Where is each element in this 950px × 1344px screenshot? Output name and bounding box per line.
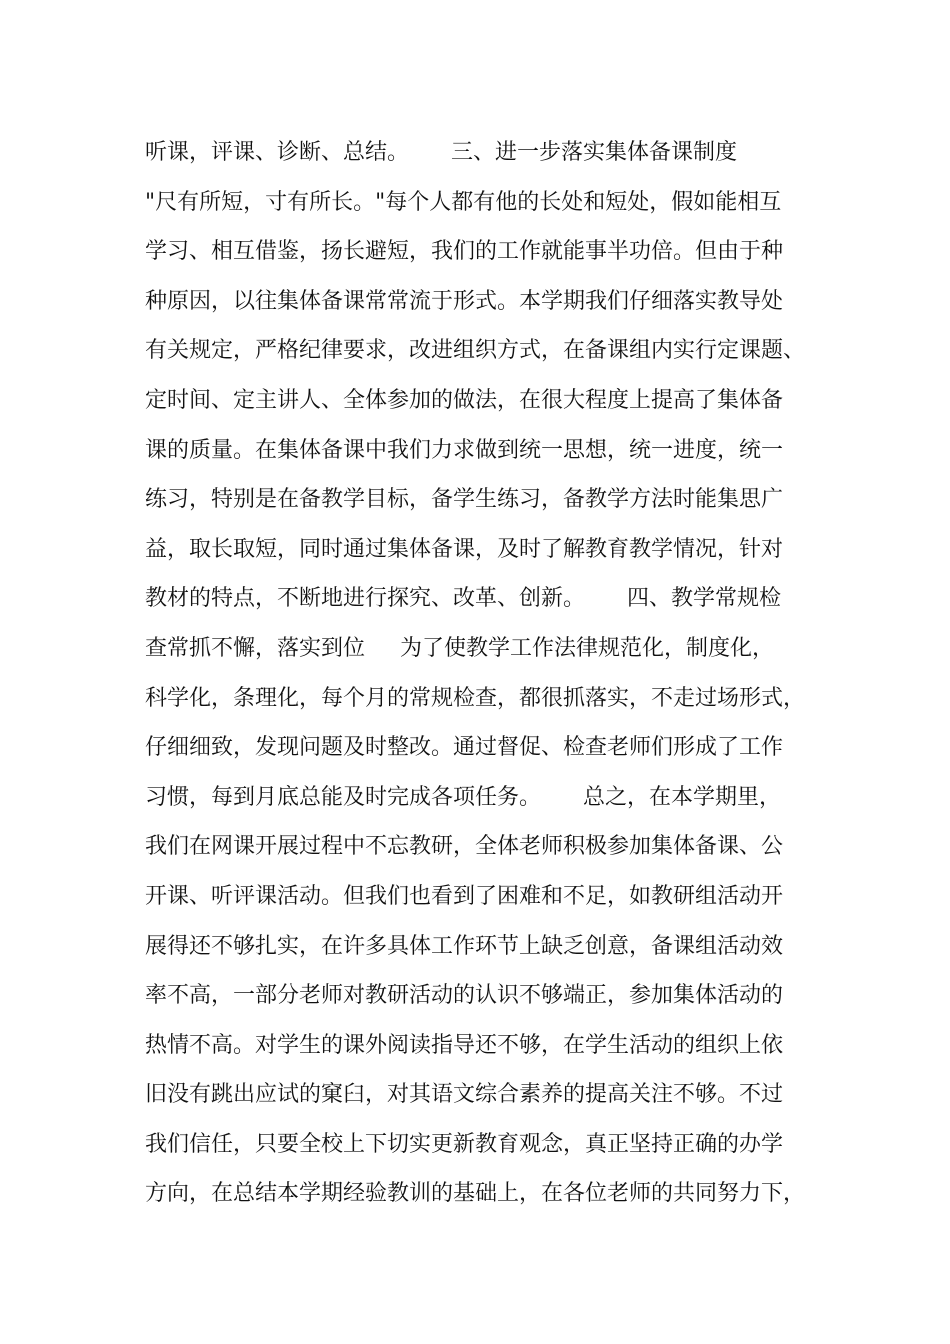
text-line: 教材的特点，不断地进行探究、改革、创新。 四、教学常规检 (145, 586, 781, 612)
text-line: 种原因，以往集体备课常常流于形式。本学期我们仔细落实教导处 (145, 288, 784, 314)
text-line: "尺有所短，寸有所长。"每个人都有他的长处和短处，假如能相互 (145, 189, 782, 215)
text-line: 方向，在总结本学期经验教训的基础上，在各位老师的共同努力下， (145, 1181, 806, 1207)
text-line: 习惯，每到月底总能及时完成各项任务。 总之，在本学期里， (145, 784, 781, 810)
text-line: 益，取长取短，同时通过集体备课，及时了解教育教学情况，针对 (145, 536, 784, 562)
body-text (145, 128, 825, 1219)
text-line: 学习、相互借鉴，扬长避短，我们的工作就能事半功倍。但由于种 (145, 239, 784, 265)
text-line: 有关规定，严格纪律要求，改进组织方式，在备课组内实行定课题、 (145, 338, 806, 364)
text-line: 展得还不够扎实，在许多具体工作环节上缺乏创意，备课组活动效 (145, 933, 784, 959)
text-line: 课的质量。在集体备课中我们力求做到统一思想，统一进度，统一 (145, 437, 784, 463)
text-line: 仔细细致，发现问题及时整改。通过督促、检查老师们形成了工作 (145, 735, 784, 761)
text-line: 查常抓不懈，落实到位 为了使教学工作法律规范化，制度化， (145, 635, 774, 661)
text-line: 定时间、定主讲人、全体参加的做法，在很大程度上提高了集体备 (145, 387, 784, 413)
text-line: 热情不高。对学生的课外阅读指导还不够，在学生活动的组织上依 (145, 1032, 784, 1058)
text-line: 率不高，一部分老师对教研活动的认识不够端正，参加集体活动的 (145, 983, 784, 1009)
text-line: 我们信任，只要全校上下切实更新教育观念，真正坚持正确的办学 (145, 1131, 784, 1157)
text-line: 科学化，条理化，每个月的常规检查，都很抓落实，不走过场形式， (145, 685, 806, 711)
text-line: 听课，评课、诊断、总结。 三、进一步落实集体备课制度 (145, 140, 737, 165)
text-line: 开课、听评课活动。但我们也看到了困难和不足，如教研组活动开 (145, 883, 784, 909)
text-line: 练习，特别是在备教学目标，备学生练习，备教学方法时能集思广 (145, 487, 784, 513)
text-line: 我们在网课开展过程中不忘教研，全体老师积极参加集体备课、公 (145, 834, 784, 860)
text-line: 旧没有跳出应试的窠臼，对其语文综合素养的提高关注不够。不过 (145, 1082, 784, 1108)
